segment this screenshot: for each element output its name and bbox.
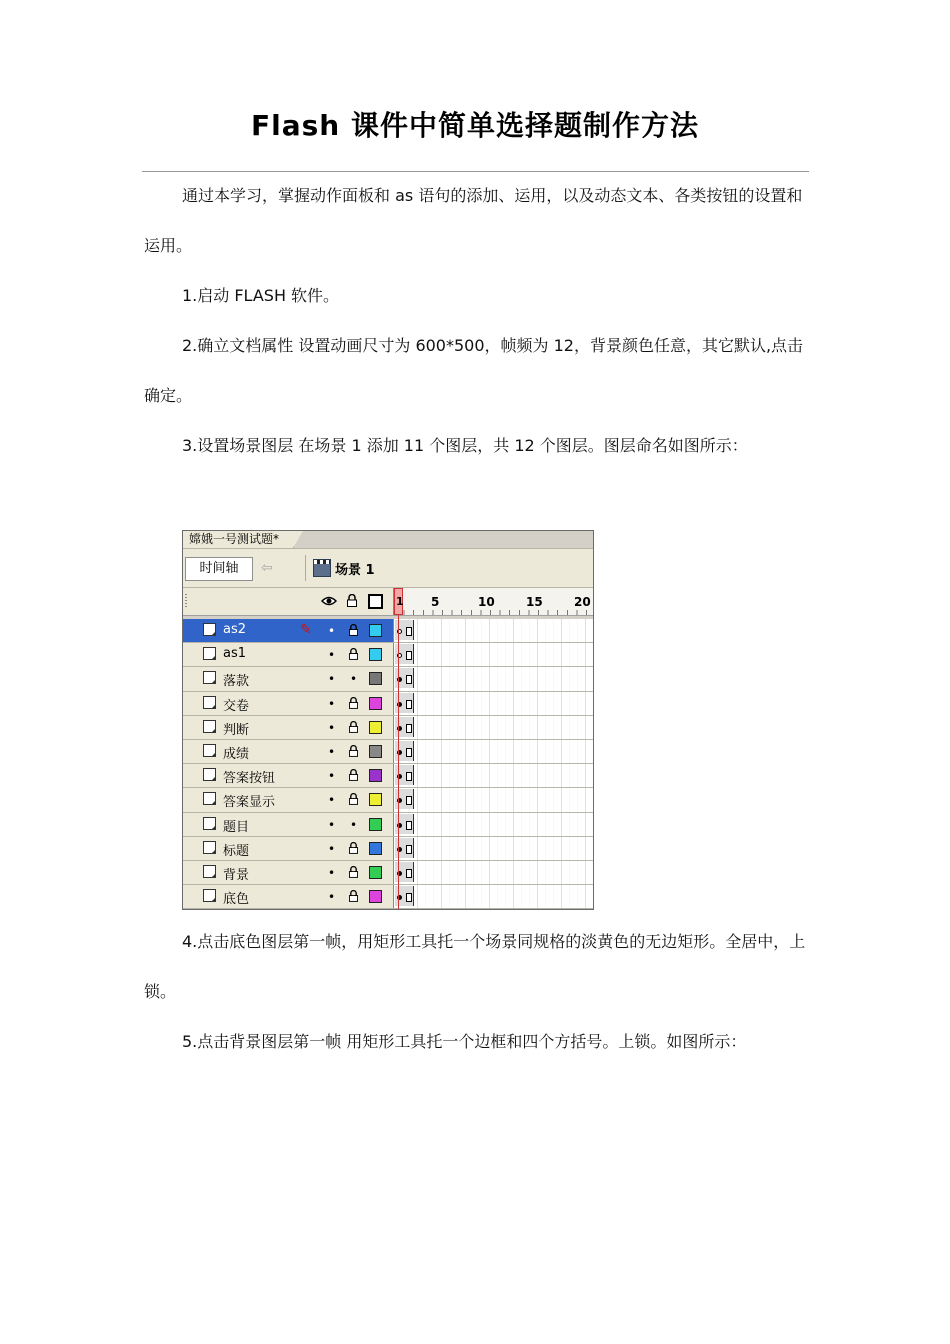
layer-name[interactable]: 交卷	[223, 698, 250, 714]
layer-name-area[interactable]	[183, 788, 393, 811]
outline-color-swatch[interactable]	[369, 793, 382, 806]
frame-track[interactable]	[393, 692, 594, 715]
frame-span-end	[406, 651, 412, 660]
ruler-label-15: 15	[526, 595, 543, 609]
ruler-ticks	[394, 610, 594, 615]
layer-row[interactable]	[183, 692, 593, 716]
visibility-dot[interactable]: •	[328, 672, 336, 687]
layer-header	[183, 588, 593, 616]
ruler-label-5: 5	[431, 595, 440, 609]
frame-span-end	[406, 748, 412, 757]
layer-name-area[interactable]	[183, 764, 393, 787]
paragraph-step-4: 4.点击底色图层第一帧，用矩形工具托一个场景同规格的淡黄色的无边矩形。全居中，上锁。	[144, 932, 806, 1001]
frame-track[interactable]	[393, 764, 594, 787]
visibility-dot[interactable]: •	[328, 648, 336, 663]
visibility-dot[interactable]: •	[328, 841, 336, 856]
layer-row[interactable]	[183, 813, 593, 837]
layer-icon	[203, 841, 216, 854]
ruler-label-20: 20	[574, 595, 591, 609]
layer-icon	[203, 792, 216, 805]
visibility-dot[interactable]: •	[328, 817, 336, 832]
lock-icon[interactable]	[347, 594, 357, 607]
frame-span-end	[406, 796, 412, 805]
layer-icon	[203, 720, 216, 733]
pencil-icon: ✎	[300, 622, 312, 638]
layer-name-area[interactable]	[183, 885, 393, 908]
document-tab[interactable]: 嫦娥一号测试题*	[183, 531, 294, 548]
layer-name-area[interactable]	[183, 643, 393, 666]
frame-span-end	[406, 675, 412, 684]
layer-icon	[203, 623, 216, 636]
frame-track[interactable]	[393, 837, 594, 860]
visibility-dot[interactable]: •	[328, 720, 336, 735]
paragraph-step-3: 3.设置场景图层 在场景 1 添加 11 个图层，共 12 个图层。图层命名如图所示：	[182, 436, 748, 455]
ruler-label-10: 10	[478, 595, 495, 609]
outline-icon[interactable]	[368, 594, 383, 609]
layer-name[interactable]: 成绩	[223, 746, 250, 762]
lock-icon[interactable]	[349, 624, 358, 636]
lock-icon[interactable]	[349, 866, 358, 878]
layer-name[interactable]: 答案显示	[223, 795, 276, 811]
layer-name[interactable]: 答案按钮	[223, 771, 276, 787]
frame-track[interactable]	[393, 716, 594, 739]
outline-color-swatch[interactable]	[369, 842, 382, 855]
back-arrow-icon[interactable]: ⇦	[261, 560, 273, 576]
toolbar-divider	[305, 555, 306, 581]
lock-icon[interactable]	[349, 648, 358, 660]
frame-ruler[interactable]	[393, 588, 594, 615]
lock-icon[interactable]	[349, 890, 358, 902]
lock-icon[interactable]	[349, 793, 358, 805]
layer-row[interactable]	[183, 861, 593, 885]
grip-handle[interactable]	[185, 594, 187, 608]
layer-row[interactable]	[183, 667, 593, 691]
outline-color-swatch[interactable]	[369, 672, 382, 685]
lock-icon[interactable]	[349, 745, 358, 757]
outline-color-swatch[interactable]	[369, 648, 382, 661]
layer-name-area[interactable]	[183, 619, 393, 642]
outline-color-swatch[interactable]	[369, 697, 382, 710]
layer-name[interactable]: as1	[223, 646, 247, 662]
layer-name[interactable]: 落款	[223, 674, 250, 690]
layer-name-area[interactable]	[183, 692, 393, 715]
frame-track[interactable]	[393, 788, 594, 811]
frame-track[interactable]	[393, 861, 594, 884]
layer-icon	[203, 865, 216, 878]
lock-dot[interactable]: •	[350, 817, 358, 832]
frame-span-end	[406, 772, 412, 781]
layer-icon	[203, 671, 216, 684]
layer-name-area[interactable]	[183, 716, 393, 739]
frame-track[interactable]	[393, 740, 594, 763]
layer-icon	[203, 696, 216, 709]
outline-color-swatch[interactable]	[369, 624, 382, 637]
layer-row[interactable]	[183, 643, 593, 667]
outline-color-swatch[interactable]	[369, 890, 382, 903]
layer-row[interactable]	[183, 788, 593, 812]
visibility-dot[interactable]: •	[328, 744, 336, 759]
layer-icon	[203, 647, 216, 660]
frame-track[interactable]	[393, 643, 594, 666]
layer-icon	[203, 744, 216, 757]
layer-name[interactable]: 背景	[223, 867, 250, 883]
visibility-dot[interactable]: •	[328, 865, 336, 880]
document-title: Flash 课件中简单选择题制作方法	[251, 109, 699, 142]
paragraph-step-5: 5.点击背景图层第一帧 用矩形工具托一个边框和四个方括号。上锁。如图所示：	[182, 1032, 747, 1051]
paragraph-intro: 通过本学习，掌握动作面板和 as 语句的添加、运用，以及动态文本、各类按钮的设置和运用。	[144, 186, 803, 255]
lock-icon[interactable]	[349, 721, 358, 733]
visibility-dot[interactable]: •	[328, 793, 336, 808]
outline-color-swatch[interactable]	[369, 745, 382, 758]
layer-row[interactable]	[183, 764, 593, 788]
lock-dot[interactable]: •	[350, 672, 358, 687]
visibility-dot[interactable]: •	[328, 890, 336, 905]
timeline-button[interactable]: 时间轴	[185, 557, 253, 581]
layer-icon	[203, 817, 216, 830]
layer-name[interactable]: 底色	[223, 892, 250, 908]
layer-icon	[203, 889, 216, 902]
frame-span-end	[406, 724, 412, 733]
frame-span-end	[406, 869, 412, 878]
layer-list	[183, 619, 593, 909]
frame-track[interactable]	[393, 813, 594, 836]
outline-color-swatch[interactable]	[369, 769, 382, 782]
scene-label[interactable]: 场景 1	[335, 563, 375, 578]
lock-icon[interactable]	[349, 697, 358, 709]
layer-name[interactable]: 题目	[223, 819, 250, 835]
layer-row[interactable]	[183, 619, 593, 643]
layer-name[interactable]: 判断	[223, 722, 250, 738]
lock-icon[interactable]	[349, 769, 358, 781]
frame-track[interactable]	[393, 667, 594, 690]
layer-icon	[203, 768, 216, 781]
frame-span-end	[406, 845, 412, 854]
layer-name-area[interactable]	[183, 667, 393, 690]
outline-color-swatch[interactable]	[369, 818, 382, 831]
frame-span-end	[406, 893, 412, 902]
playhead-line	[398, 615, 399, 909]
layer-row[interactable]	[183, 716, 593, 740]
timeline-toolbar	[183, 548, 593, 588]
visibility-dot[interactable]: •	[328, 769, 336, 784]
frame-track[interactable]	[393, 619, 594, 642]
layer-name-area[interactable]	[183, 740, 393, 763]
layer-name-area[interactable]	[183, 813, 393, 836]
layer-name[interactable]: 标题	[223, 843, 250, 859]
scene-clapper-icon	[313, 559, 331, 577]
eye-icon[interactable]	[321, 596, 337, 606]
frame-span-end	[406, 821, 412, 830]
layer-row[interactable]	[183, 837, 593, 861]
layer-row[interactable]	[183, 740, 593, 764]
flash-timeline-panel	[182, 530, 594, 910]
paragraph-step-2: 2.确立文档属性 设置动画尺寸为 600*500，帧频为 12，背景颜色任意，其它默认,点击确定。	[144, 336, 804, 405]
visibility-dot[interactable]: •	[328, 624, 336, 638]
layer-name[interactable]: as2	[223, 622, 247, 637]
lock-icon[interactable]	[349, 842, 358, 854]
outline-color-swatch[interactable]	[369, 866, 382, 879]
frame-track[interactable]	[393, 885, 594, 908]
layer-name-area[interactable]	[183, 861, 393, 884]
layer-name-area[interactable]	[183, 837, 393, 860]
outline-color-swatch[interactable]	[369, 721, 382, 734]
visibility-dot[interactable]: •	[328, 696, 336, 711]
paragraph-step-1: 1.启动 FLASH 软件。	[182, 286, 340, 305]
frame-span-end	[406, 627, 412, 636]
layer-row[interactable]	[183, 885, 593, 909]
ruler-label-1: 1	[396, 595, 404, 608]
frame-span-end	[406, 700, 412, 709]
playhead[interactable]	[394, 588, 403, 615]
